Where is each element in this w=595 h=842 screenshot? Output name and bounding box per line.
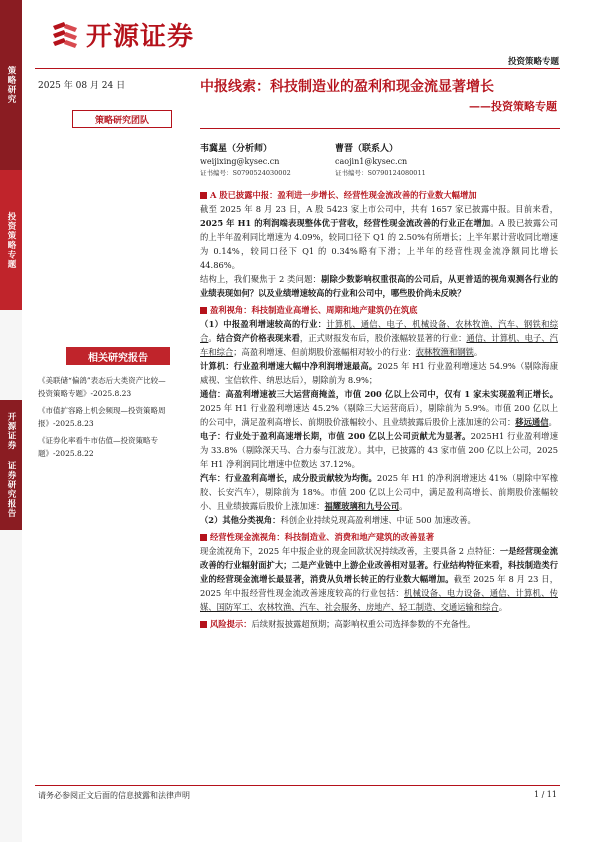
header-report-type: 投资策略专题 [507, 57, 559, 67]
footer-disclaimer: 请务必参阅正文后面的信息披露和法律声明 [38, 791, 190, 800]
body-bold: 一是经营现金流改善的行业辐射面扩大；二是产业链中上游企业改善相对显著。行业结构特征来看，科技制造类行业的经营现金流增长最显著，消费从负增长转正的行业数大幅增加。 [200, 546, 558, 584]
body-bold: 2025 年 H1 的利润端表现整体优于营收，经营性现金流改善的行业正在增加 [200, 218, 491, 228]
sidebar-report-type: 投资策略专题 [0, 170, 22, 310]
sidebar-brand: 开源证券 证券研究报告 [0, 400, 22, 530]
related-reports-list [38, 374, 173, 464]
body-text: 科创企业持续兑现高盈利增速、中证 500 加速改善。 [280, 515, 476, 525]
page-number: 1 / 11 [533, 790, 557, 799]
sidebar [0, 0, 22, 842]
sidebar-category: 策略研究 [0, 0, 22, 170]
summary-body [200, 188, 558, 631]
body-underline: 福耀玻璃和九号公司 [324, 501, 400, 511]
body-bold: （2）其他分类视角： [200, 515, 281, 525]
bullet-icon [200, 192, 207, 199]
risk-heading: 风险提示： [210, 619, 252, 629]
body-text: 2025H1 行业盈利增速为 33.8%（剔除深天马、合力泰与江波龙）。其中，已披露的 43 家市值 200 亿以上公司，2025 年 H1 净利润同比增速中位数达 37.12%。 [200, 431, 558, 469]
body-text: 。 [399, 501, 408, 511]
author-card [200, 141, 291, 177]
body-text: 后续财报披露超预期；高影响权重公司选择参数的不充备性。 [251, 619, 476, 629]
related-reports-title: 相关研究报告 [66, 347, 170, 365]
related-report-item[interactable]: 《证券化率看牛市估值—投资策略专题》-2025.8.22 [38, 436, 158, 458]
header-divider [35, 68, 560, 69]
report-title: 中报线索：科技制造业的盈利和现金流显著增长 [200, 79, 494, 95]
section-heading: A 股已披露中报：盈利进一步增长、经营性现金流改善的行业数大幅增加 [210, 190, 477, 200]
body-text: ；高盈利增速、但前期股价涨幅相对较小的行业： [233, 347, 416, 357]
section-heading: 经营性现金流视角：科技制造业、消费和地产建筑的改善显著 [210, 532, 435, 542]
body-underline: 移远通信 [515, 417, 549, 427]
body-text: 。 [208, 333, 217, 343]
author-email: caojin1@kysec.cn [335, 157, 408, 166]
bullet-icon [200, 307, 207, 314]
body-text: 现金流视角下，2025 年中报企业的现金回款状况持续改善，主要具备 2 点特征： [200, 546, 500, 556]
title-divider [200, 128, 560, 129]
bullet-icon [200, 621, 207, 628]
bullet-icon [200, 534, 207, 541]
team-label: 策略研究团队 [72, 110, 172, 128]
author-name: 曹晋（联系人） [335, 144, 399, 154]
body-bold: （1）中报盈利增速较高的行业： [200, 319, 327, 329]
section-heading: 盈利视角：科技制造业高增长、周期和地产建筑仍在筑底 [210, 305, 418, 315]
body-bold: 剔除少数影响权重很高的公司后，从更普适的视角观测各行业的业绩表现如何？以及业绩增速较高的行业和公司中，哪些股价尚未反映？ [200, 274, 558, 298]
body-bold: 汽车：行业盈利高增长，成分股贡献较为均衡。 [200, 473, 377, 483]
body-text: 结构上，我们聚焦于 2 类问题： [200, 274, 322, 284]
body-text: 。 [498, 602, 508, 612]
body-underline: 农林牧渔和钢铁 [415, 347, 474, 357]
body-bold: 计算机：行业盈利增速大幅中净利润增速最高。 [200, 361, 378, 371]
author-email: weijixing@kysec.cn [200, 157, 280, 166]
author-cert: 证书编号：S0790124080011 [335, 169, 426, 177]
related-report-item[interactable]: 《市值扩容路上机会频现—投资策略周报》-2025.8.23 [38, 406, 166, 428]
body-text: 截至 2025 年 8 月 23 日，2025 年中报经营性现金流改善速度较高的行业包括： [200, 574, 558, 598]
body-underline: 计算机、通信、电子、机械设备、农林牧渔、汽车、钢铁和综合 [200, 319, 558, 343]
body-text: 截至 2025 年 8 月 23 日，A 股 5423 家上市公司中，共有 1657 家已披露中报。目前来看， [200, 204, 558, 214]
author-name: 韦冀星（分析师） [200, 144, 273, 154]
body-bold: 电子：行业处于盈利高速增长期，市值 200 亿以上公司贡献尤为显著。 [200, 431, 471, 441]
body-text: 2025 年 H1 的净利润增速达 41%（剔除中军橡胶、长安汽车），剔除前为 18%。市值 200 亿以上公司中，满足盈利高增长、前期股价涨幅较小、且业绩披露后股价上涨加速： [200, 473, 558, 511]
body-text: 2025 年 H1 行业盈利增速达 54.9%（剔除海康威视、宝信软件、纳思达后），剔除前为 8.9%； [200, 361, 558, 385]
author-card [335, 141, 426, 177]
body-text: 。 [473, 347, 483, 357]
footer-divider [35, 785, 560, 786]
body-text: 。A 股已披露公司的上半年盈利同比增速为 4.09%，较同口径下 Q1 的 2.50%有所增长；上半年累计营收同比增速为 0.14%，较同口径下 Q1 的 0.34%略有下滑；上半年的经营性现金流净额同比增长 44.86%。 [200, 218, 558, 270]
body-bold: 结合资产价格表现来看 [216, 333, 300, 343]
brand-logo-icon [50, 20, 80, 50]
body-underline: 机械设备、电力设备、通信、计算机、传媒、国防军工、农林牧渔、汽车、社会服务、房地产、轻工制造、交通运输和综合 [200, 588, 558, 612]
report-subtitle: ——投资策略专题 [469, 100, 557, 113]
report-date: 2025 年 08 月 24 日 [38, 81, 126, 91]
body-text: 。 [548, 417, 557, 427]
brand-name: 开源证券 [86, 22, 195, 52]
body-text: ，正式财报发布后，股价涨幅较显著的行业： [299, 333, 467, 343]
body-text: 2025 年 H1 行业盈利增速达 45.2%（剔除三大运营商后），剔除前为 5.9%。市值 200 亿以上的公司中，满足盈利高增长、前期股价涨幅较小、且业绩披露后股价上涨加速的公司： [200, 403, 558, 427]
related-report-item[interactable]: 《美联储“偏鸽”表态后大类资产比较—投资策略专题》-2025.8.23 [38, 376, 166, 398]
author-cert: 证书编号：S0790524030002 [200, 169, 291, 177]
body-bold: 通信：高盈利增速被三大运营商掩盖，市值 200 亿以上公司中，仅有 1 家未实现盈利正增长。 [200, 389, 558, 399]
body-underline: 通信、计算机、电子、汽车和综合 [200, 333, 558, 357]
